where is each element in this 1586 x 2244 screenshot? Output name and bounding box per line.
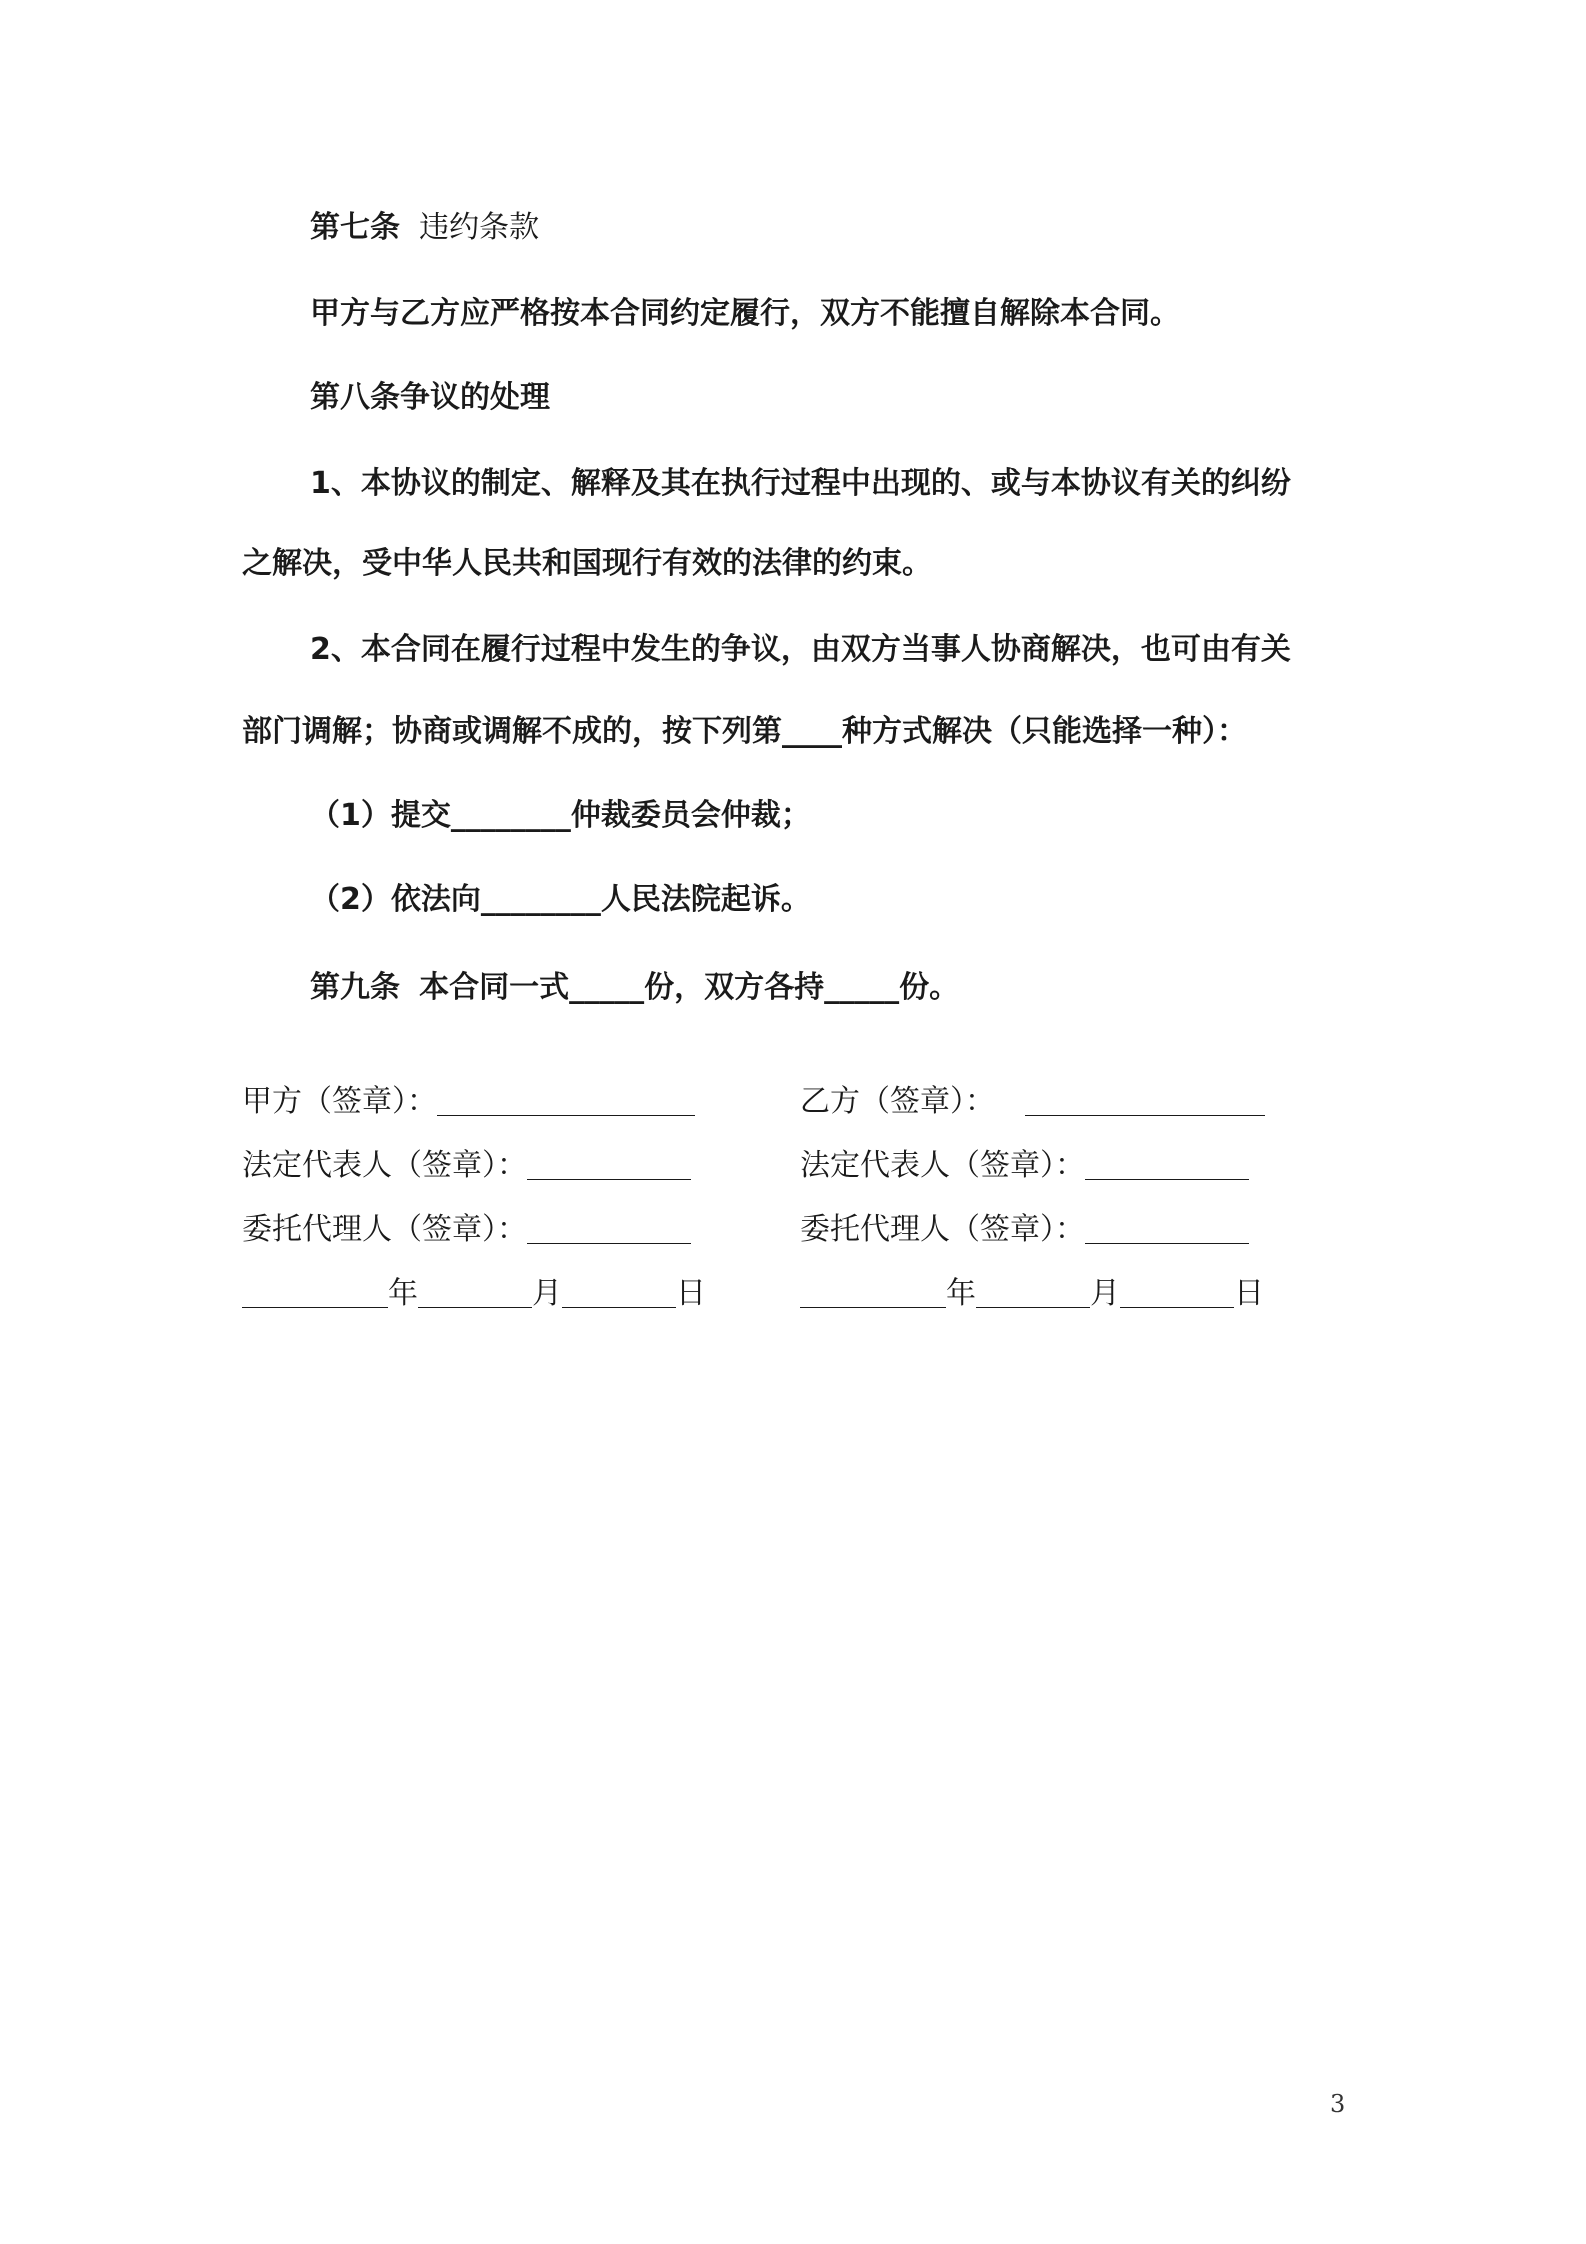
party-b-agent-line[interactable]: [1085, 1213, 1249, 1244]
party-a-legal-rep-label: 法定代表人（签章）：: [242, 1148, 527, 1183]
party-a-legal-rep-row: [242, 1146, 691, 1186]
party-b-month-label: 月: [1090, 1276, 1120, 1311]
party-a-year-line[interactable]: [242, 1277, 388, 1308]
party-b-day-label: 日: [1234, 1276, 1264, 1311]
party-b-label: 乙方（签章）：: [800, 1084, 995, 1119]
party-a-year-label: 年: [388, 1276, 418, 1311]
party-b-year-label: 年: [946, 1276, 976, 1311]
article-9: [310, 968, 1420, 1008]
party-a-label: 甲方（签章）：: [242, 1084, 437, 1119]
party-a-day-line[interactable]: [562, 1277, 676, 1308]
article-9-body: 本合同一式_____份，双方各持_____份。: [419, 970, 960, 1005]
party-b-legal-rep-row: [800, 1146, 1249, 1186]
article-7-body: 甲方与乙方应严格按本合同约定履行，双方不能擅自解除本合同。: [310, 296, 1180, 331]
party-b-legal-rep-line[interactable]: [1085, 1149, 1249, 1180]
party-a-agent-line[interactable]: [527, 1213, 691, 1244]
party-b-signature-row: [800, 1082, 1265, 1122]
article-8-option-2: （2）依法向________人民法院起诉。: [310, 882, 811, 917]
party-b-day-line[interactable]: [1120, 1277, 1234, 1308]
party-b-legal-rep-label: 法定代表人（签章）：: [800, 1148, 1085, 1183]
article-9-number: 第九条: [310, 970, 400, 1005]
article-7-number: 第七条: [310, 210, 400, 245]
party-a-agent-row: [242, 1210, 691, 1250]
page-number: 3: [1330, 2090, 1346, 2118]
party-a-month-line[interactable]: [418, 1277, 532, 1308]
party-a-signature-line[interactable]: [437, 1085, 695, 1116]
party-a-signature-row: [242, 1082, 695, 1122]
article-8-item-2-line-2: 部门调解；协商或调解不成的，按下列第____种方式解决（只能选择一种）：: [242, 714, 1247, 749]
party-a-date-row: [242, 1274, 706, 1314]
article-7-title: 违约条款: [419, 210, 540, 245]
party-a-month-label: 月: [532, 1276, 562, 1311]
party-b-agent-label: 委托代理人（签章）：: [800, 1212, 1085, 1247]
party-b-signature-line[interactable]: [1025, 1085, 1265, 1116]
party-b-agent-row: [800, 1210, 1249, 1250]
party-b-date-row: [800, 1274, 1264, 1314]
party-a-day-label: 日: [676, 1276, 706, 1311]
article-7-heading: [310, 208, 1420, 248]
party-b-month-line[interactable]: [976, 1277, 1090, 1308]
article-8-item-1-line-1: 1、本协议的制定、解释及其在执行过程中出现的、或与本协议有关的纠纷: [310, 466, 1291, 501]
party-a-agent-label: 委托代理人（签章）：: [242, 1212, 527, 1247]
article-8-heading: 第八条争议的处理: [310, 380, 550, 415]
article-8-item-1-line-2: 之解决，受中华人民共和国现行有效的法律的约束。: [242, 546, 932, 581]
party-a-legal-rep-line[interactable]: [527, 1149, 691, 1180]
article-8-option-1: （1）提交________仲裁委员会仲裁；: [310, 798, 811, 833]
article-8-item-2-line-1: 2、本合同在履行过程中发生的争议，由双方当事人协商解决，也可由有关: [310, 632, 1291, 667]
party-b-year-line[interactable]: [800, 1277, 946, 1308]
